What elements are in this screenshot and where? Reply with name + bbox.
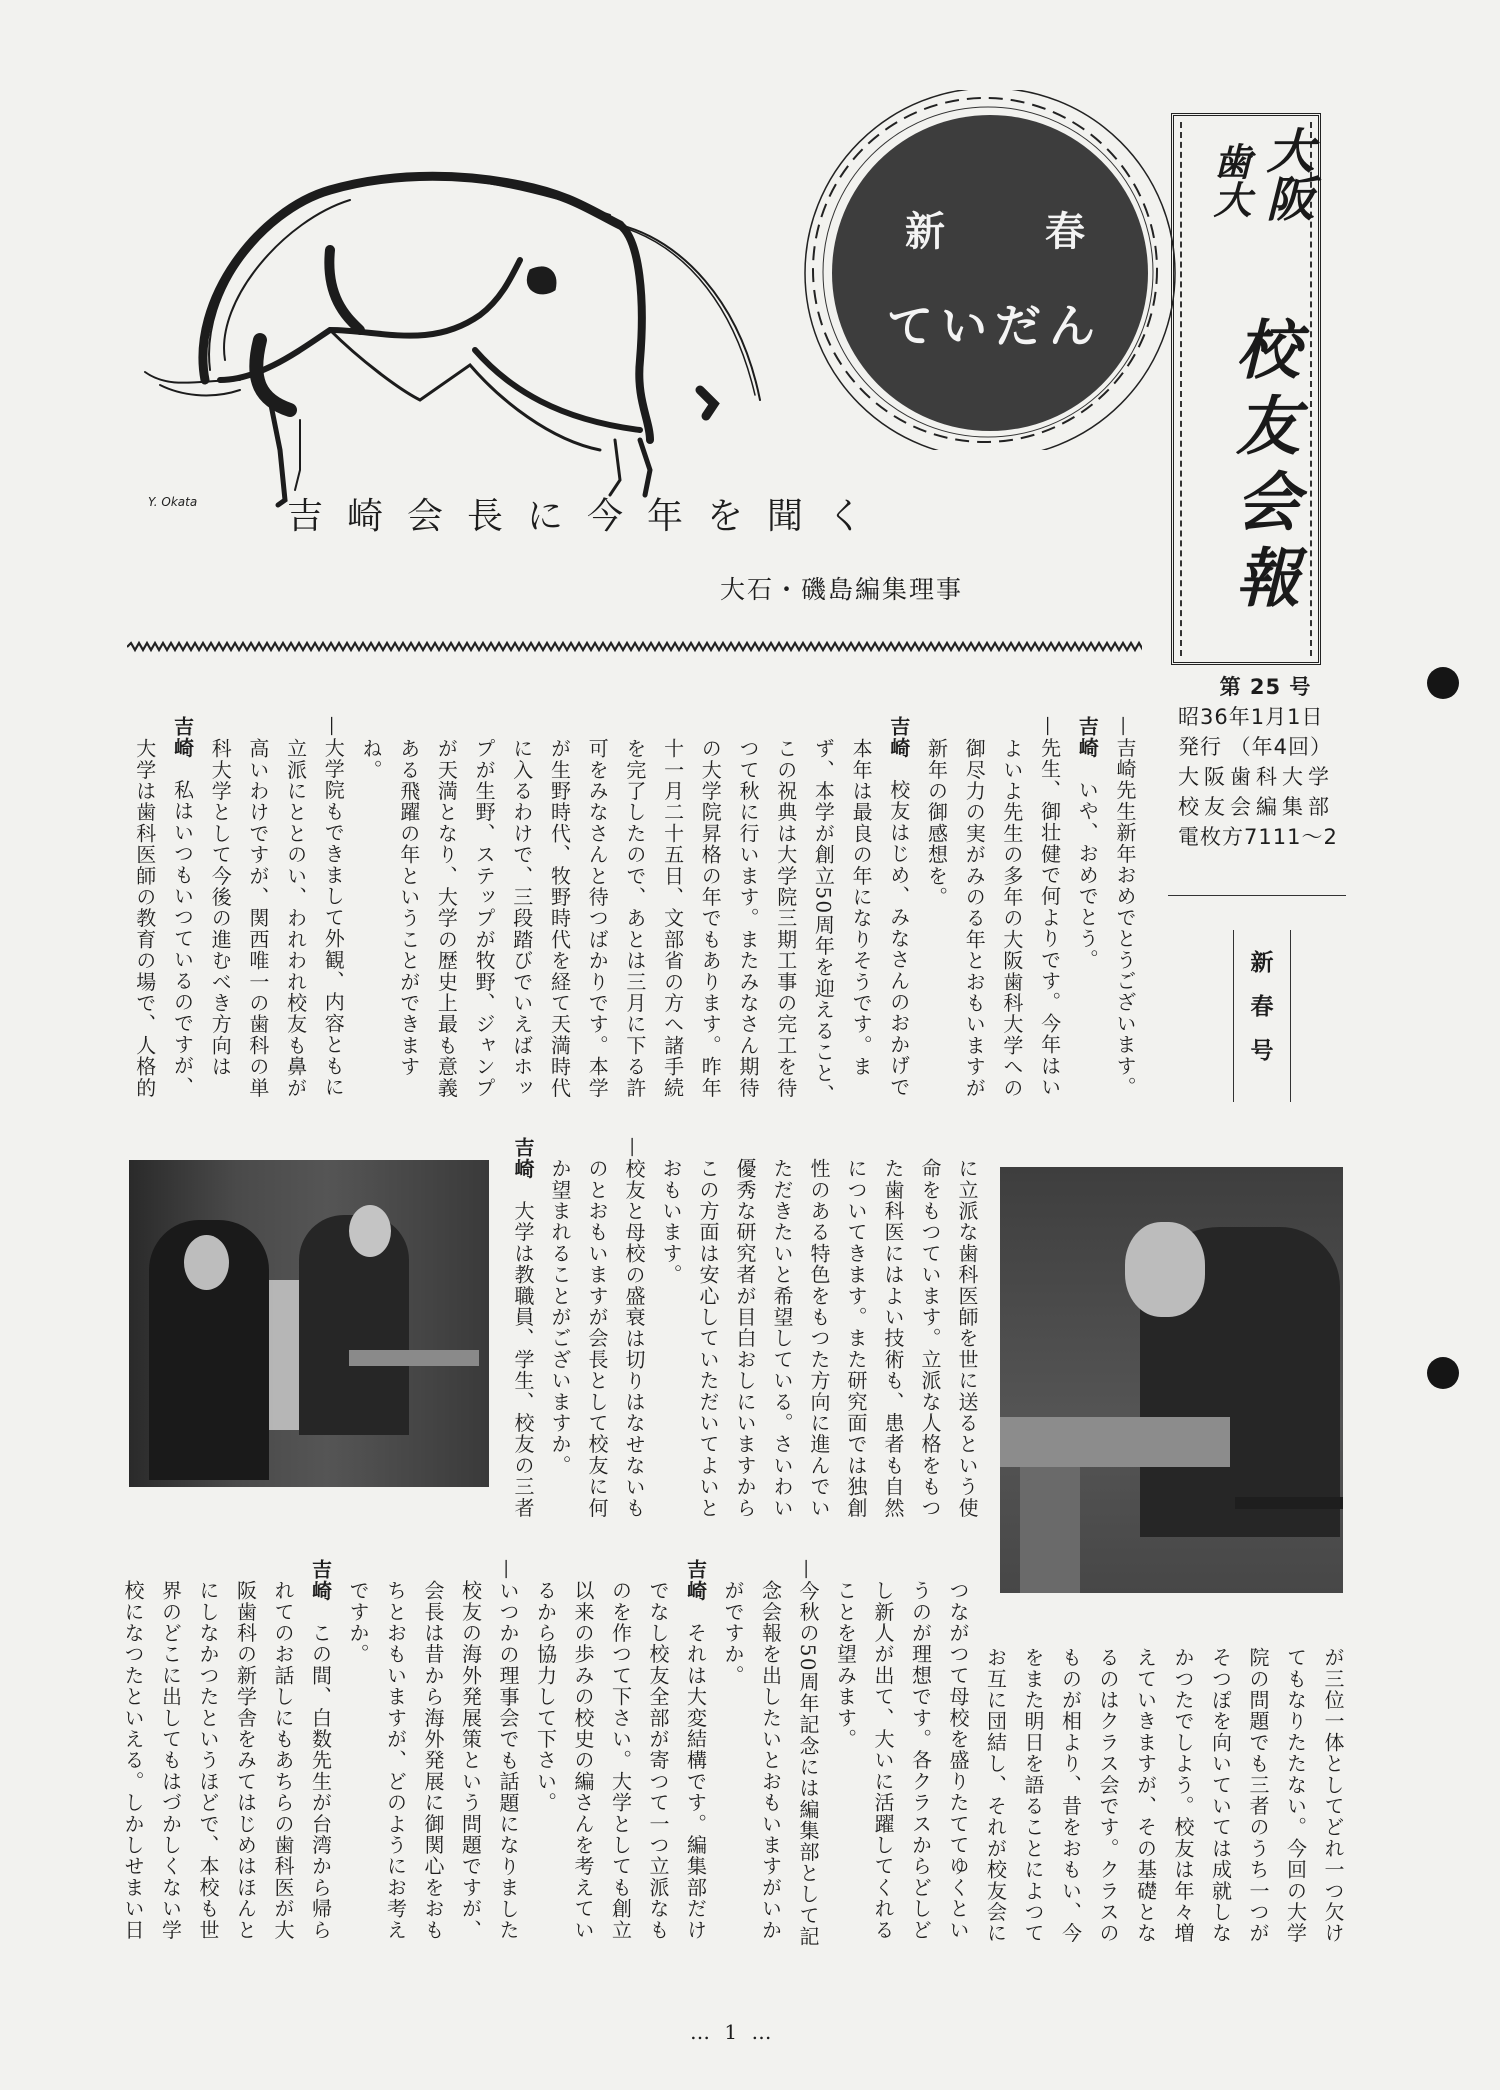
wavy-divider bbox=[127, 640, 1142, 654]
text-column bbox=[981, 1647, 1011, 1944]
text-column bbox=[943, 1580, 973, 1940]
punch-hole bbox=[1427, 667, 1459, 699]
emblem-char: 新 bbox=[905, 208, 945, 255]
photo-chairman-writing bbox=[1000, 1167, 1343, 1593]
text-column bbox=[318, 716, 348, 1098]
text-column bbox=[1243, 1647, 1273, 1944]
column-text: —吉崎先生新年おめでとうございます。 bbox=[1113, 716, 1137, 1098]
photo-two-men-seated bbox=[129, 1160, 489, 1487]
text-column bbox=[130, 738, 160, 1098]
column-text: 念会報を出したいとおもいますがいか bbox=[758, 1580, 783, 1941]
column-text: 新年の御感想を。 bbox=[924, 738, 949, 908]
column-text: 校友の海外発展策という問題ですが、 bbox=[458, 1580, 483, 1941]
text-column bbox=[582, 1158, 612, 1518]
text-column bbox=[658, 738, 688, 1098]
column-text: た歯科医にはよい技術も、患者も自然 bbox=[881, 1158, 905, 1519]
column-text: にしなかつたというほどで、本校も世 bbox=[196, 1580, 220, 1941]
column-text: に立派な歯科医師を世に送るという使 bbox=[955, 1158, 979, 1519]
text-column bbox=[205, 738, 235, 1077]
column-text: のとおもいますが会長として校友に何 bbox=[585, 1158, 609, 1519]
column-text: ですか。 bbox=[346, 1580, 370, 1665]
text-column bbox=[733, 738, 763, 1098]
text-column bbox=[268, 1580, 298, 1940]
text-column bbox=[695, 738, 725, 1098]
text-column bbox=[1056, 1647, 1086, 1944]
column-text: —先生、御壮健で何よりです。今年はい bbox=[1037, 716, 1062, 1098]
column-text: ただきたいと希望している。さいわい bbox=[770, 1158, 794, 1519]
masthead-logo bbox=[1171, 113, 1321, 665]
column-text: —大学院もできまして外観、内容ともに bbox=[321, 716, 346, 1098]
text-column bbox=[431, 738, 461, 1098]
text-column bbox=[808, 738, 838, 1105]
column-text: ちとおもいますが、どのようにお考え bbox=[383, 1580, 408, 1941]
column-text: のを作つて下さい。大学としても創立 bbox=[608, 1580, 633, 1941]
text-column bbox=[545, 738, 575, 1098]
publisher-university: 大阪歯科大学 bbox=[1178, 765, 1334, 789]
text-column bbox=[841, 1158, 871, 1518]
text-column bbox=[1318, 1647, 1348, 1944]
text-column bbox=[508, 1137, 538, 1518]
column-text: えていきますが、その基礎とな bbox=[1133, 1647, 1158, 1944]
text-column bbox=[878, 1158, 908, 1518]
column-text: 校になつたといえる。しかしせまい日 bbox=[121, 1580, 145, 1941]
column-text: るのはクラス会です。クラスの bbox=[1096, 1647, 1120, 1944]
column-text: 優秀な研究者が目白おしにいますから bbox=[733, 1158, 757, 1519]
logo-osaka: 大阪 bbox=[1258, 126, 1314, 222]
column-text: よいよ先生の多年の大阪歯科大学への bbox=[999, 738, 1024, 1099]
column-text: ある飛躍の年ということができます bbox=[396, 738, 421, 1078]
info-divider bbox=[1168, 895, 1346, 896]
issue-label-char: 号 bbox=[1250, 1038, 1274, 1064]
text-column bbox=[1093, 1647, 1123, 1944]
text-column bbox=[915, 1158, 945, 1518]
speaker-label: 吉崎 bbox=[511, 1137, 535, 1180]
column-text: 会長は昔から海外発展に御関心をおも bbox=[421, 1580, 445, 1941]
text-column bbox=[997, 738, 1027, 1098]
text-column bbox=[118, 1580, 148, 1940]
column-text: 可をみなさんと待つばかりです。本学 bbox=[585, 738, 610, 1099]
text-column bbox=[606, 1580, 636, 1940]
text-column bbox=[771, 738, 801, 1098]
text-column bbox=[418, 1580, 448, 1940]
column-text: ことを望みます。 bbox=[833, 1580, 858, 1750]
text-column bbox=[656, 1158, 686, 1285]
text-column bbox=[381, 1580, 411, 1940]
column-text: —今秋の50周年記念には編集部として記 bbox=[796, 1559, 820, 1948]
text-column bbox=[1018, 1647, 1048, 1944]
column-text: るから協力して下さい。 bbox=[533, 1580, 558, 1814]
column-text: が三位一体としてどれ一つ欠け bbox=[1321, 1647, 1345, 1944]
text-column bbox=[1168, 1647, 1198, 1944]
issue-date: 昭36年1月1日 bbox=[1178, 705, 1324, 729]
issue-frequency: 発行 （年4回） bbox=[1178, 735, 1333, 759]
column-text: 御尽力の実がみのる年とおもいますが bbox=[962, 738, 987, 1099]
column-text: 立派にととのい、われわれ校友も鼻が bbox=[283, 738, 308, 1099]
text-column bbox=[469, 738, 499, 1098]
column-text: 科大学として今後の進むべき方向は bbox=[208, 738, 233, 1078]
text-column bbox=[906, 1580, 936, 1940]
column-text: それは大変結構です。編集部だけ bbox=[683, 1622, 708, 1941]
illustration-signature: Y. Okata bbox=[148, 495, 198, 509]
column-text: つながつて母校を盛りたててゆくとい bbox=[946, 1580, 970, 1941]
publisher-phone: 電枚方7111〜2 bbox=[1178, 825, 1338, 849]
text-column bbox=[681, 1559, 711, 1940]
speaker-label: 吉崎 bbox=[170, 716, 195, 759]
column-text: れてのお話しにもあちらの歯科医が大 bbox=[271, 1580, 295, 1941]
column-text: そつぽを向いていては成就しな bbox=[1208, 1647, 1233, 1944]
column-text: 性のある特色をもつた方向に進んでい bbox=[807, 1158, 831, 1519]
text-column bbox=[545, 1158, 575, 1476]
text-column bbox=[343, 1580, 373, 1665]
emblem-circle bbox=[780, 90, 1180, 450]
column-text: この方面は安心していただいてよいと bbox=[696, 1158, 720, 1519]
text-column bbox=[1035, 716, 1065, 1098]
text-column bbox=[884, 716, 914, 1097]
article-author: 大石・磯島編集理事 bbox=[720, 575, 964, 604]
text-column bbox=[1281, 1647, 1311, 1944]
page-number: … 1 … bbox=[690, 2020, 776, 2044]
column-text: かつたでしよう。校友は年々増 bbox=[1171, 1647, 1195, 1944]
column-text: 大学は教職員、学生、校友の三者 bbox=[511, 1200, 535, 1519]
text-column bbox=[730, 1158, 760, 1518]
text-column bbox=[531, 1580, 561, 1813]
text-column bbox=[1110, 716, 1140, 1098]
publisher-department: 校友会編集部 bbox=[1178, 795, 1334, 819]
column-text: についてきます。また研究面では独創 bbox=[844, 1158, 868, 1519]
column-text: —いつかの理事会でも話題になりました bbox=[496, 1559, 520, 1941]
column-text: てもなりたたない。今回の大学 bbox=[1283, 1647, 1308, 1944]
text-column bbox=[356, 738, 386, 780]
text-column bbox=[619, 1137, 649, 1519]
text-column bbox=[952, 1158, 982, 1518]
text-column bbox=[793, 1559, 823, 1947]
column-text: に入るわけで、三段踏びでいえばホッ bbox=[509, 738, 534, 1099]
column-text: —校友と母校の盛衰は切りはなせないも bbox=[622, 1137, 646, 1519]
column-text: 院の問題でも三者のうち一つが bbox=[1246, 1647, 1270, 1944]
column-text: プが生野、ステップが牧野、ジャンプ bbox=[472, 738, 497, 1099]
issue-label-char: 新 bbox=[1250, 950, 1274, 976]
column-text: いや、おめでとう。 bbox=[1075, 779, 1100, 971]
text-column bbox=[394, 738, 424, 1077]
text-column bbox=[456, 1580, 486, 1940]
column-text: つて秋に行います。またみなさん期待 bbox=[736, 738, 760, 1099]
text-column bbox=[193, 1580, 223, 1940]
column-text: 以来の歩みの校史の編さんを考えてい bbox=[571, 1580, 595, 1941]
issue-info bbox=[1178, 672, 1353, 852]
column-text: おもいます。 bbox=[659, 1158, 683, 1286]
column-text: 大学は歯科医師の教育の場で、人格的 bbox=[132, 738, 157, 1099]
text-column bbox=[156, 1580, 186, 1940]
text-column bbox=[922, 738, 952, 908]
speaker-label: 吉崎 bbox=[886, 716, 911, 759]
text-column bbox=[643, 1580, 673, 1940]
column-text: ね。 bbox=[359, 738, 383, 781]
text-column bbox=[620, 738, 650, 1098]
text-column bbox=[804, 1158, 834, 1518]
text-column bbox=[959, 738, 989, 1098]
logo-shidai: 歯大 bbox=[1207, 142, 1252, 218]
text-column bbox=[767, 1158, 797, 1518]
column-text: をまた明日を語ることによつて bbox=[1021, 1647, 1045, 1944]
column-text: 十一月二十五日、文部省の方へ諸手続 bbox=[660, 738, 685, 1099]
column-text: がですか。 bbox=[721, 1580, 745, 1686]
column-text: の大学院昇格の年でもあります。昨年 bbox=[698, 738, 723, 1099]
emblem-text-shinshun bbox=[905, 200, 1085, 257]
column-text: この祝典は大学院三期工事の完工を待 bbox=[773, 738, 798, 1099]
column-text: でなし校友全部が寄つて一つ立派なも bbox=[646, 1580, 670, 1941]
column-text: お互に団結し、それが校友会に bbox=[983, 1647, 1008, 1944]
text-column bbox=[243, 738, 273, 1098]
column-text: が天満となり、大学の歴史上最も意義 bbox=[434, 738, 459, 1099]
text-column bbox=[306, 1559, 336, 1940]
column-text: この間、白数先生が台湾から帰ら bbox=[308, 1622, 333, 1941]
text-column bbox=[756, 1580, 786, 1940]
column-text: か望まれることがございますか。 bbox=[548, 1158, 572, 1476]
speaker-label: 吉崎 bbox=[308, 1559, 333, 1602]
emblem-char: 春 bbox=[1045, 208, 1085, 255]
text-column bbox=[718, 1580, 748, 1686]
text-column bbox=[507, 738, 537, 1098]
column-text: が生野時代、牧野時代を経て天満時代 bbox=[547, 738, 572, 1099]
column-text: ものが相より、昔をおもい、今 bbox=[1058, 1647, 1083, 1944]
column-text: 阪歯科の新学舎をみてはじめはほんと bbox=[233, 1580, 258, 1941]
emblem-text-teidan: ていだん bbox=[887, 299, 1103, 353]
text-column bbox=[168, 716, 198, 1097]
speaker-label: 吉崎 bbox=[1075, 716, 1100, 759]
column-text: し新人が出て、大いに活躍してくれる bbox=[871, 1580, 895, 1941]
column-text: 本年は最良の年になりそうです。ま bbox=[849, 738, 874, 1078]
speaker-label: 吉崎 bbox=[683, 1559, 708, 1602]
column-text: を完了したので、あとは三月に下る許 bbox=[622, 738, 647, 1099]
column-text: ず、本学が創立50周年を迎えること、 bbox=[811, 738, 836, 1106]
column-text: 命をもつています。立派な人格をもつ bbox=[918, 1158, 942, 1519]
issue-label-char: 春 bbox=[1250, 994, 1274, 1020]
issue-number: 第 25 号 bbox=[1219, 675, 1312, 699]
text-column bbox=[493, 1559, 523, 1941]
text-column bbox=[582, 738, 612, 1098]
text-column bbox=[831, 1580, 861, 1750]
punch-hole bbox=[1427, 1357, 1459, 1389]
column-text: 高いわけですが、関西唯一の歯科の単 bbox=[245, 738, 270, 1099]
text-column bbox=[846, 738, 876, 1077]
column-text: 私はいつもいつているのですが、 bbox=[170, 779, 195, 1098]
text-column bbox=[568, 1580, 598, 1940]
text-column bbox=[281, 738, 311, 1098]
text-column bbox=[1131, 1647, 1161, 1944]
text-column bbox=[693, 1158, 723, 1518]
column-text: 界のどこに出してもはづかしくない学 bbox=[158, 1580, 183, 1941]
column-text: 校友はじめ、みなさんのおかげで bbox=[886, 779, 911, 1098]
text-column bbox=[868, 1580, 898, 1940]
text-column bbox=[1206, 1647, 1236, 1944]
article-title: 吉崎会長に今年を聞く bbox=[287, 496, 888, 537]
text-column bbox=[1072, 716, 1102, 970]
issue-label bbox=[1233, 930, 1291, 1102]
logo-kouyu-kaihou: 校友会報 bbox=[1225, 316, 1300, 620]
text-column bbox=[231, 1580, 261, 1940]
column-text: うのが理想です。各クラスからどしど bbox=[908, 1580, 933, 1941]
